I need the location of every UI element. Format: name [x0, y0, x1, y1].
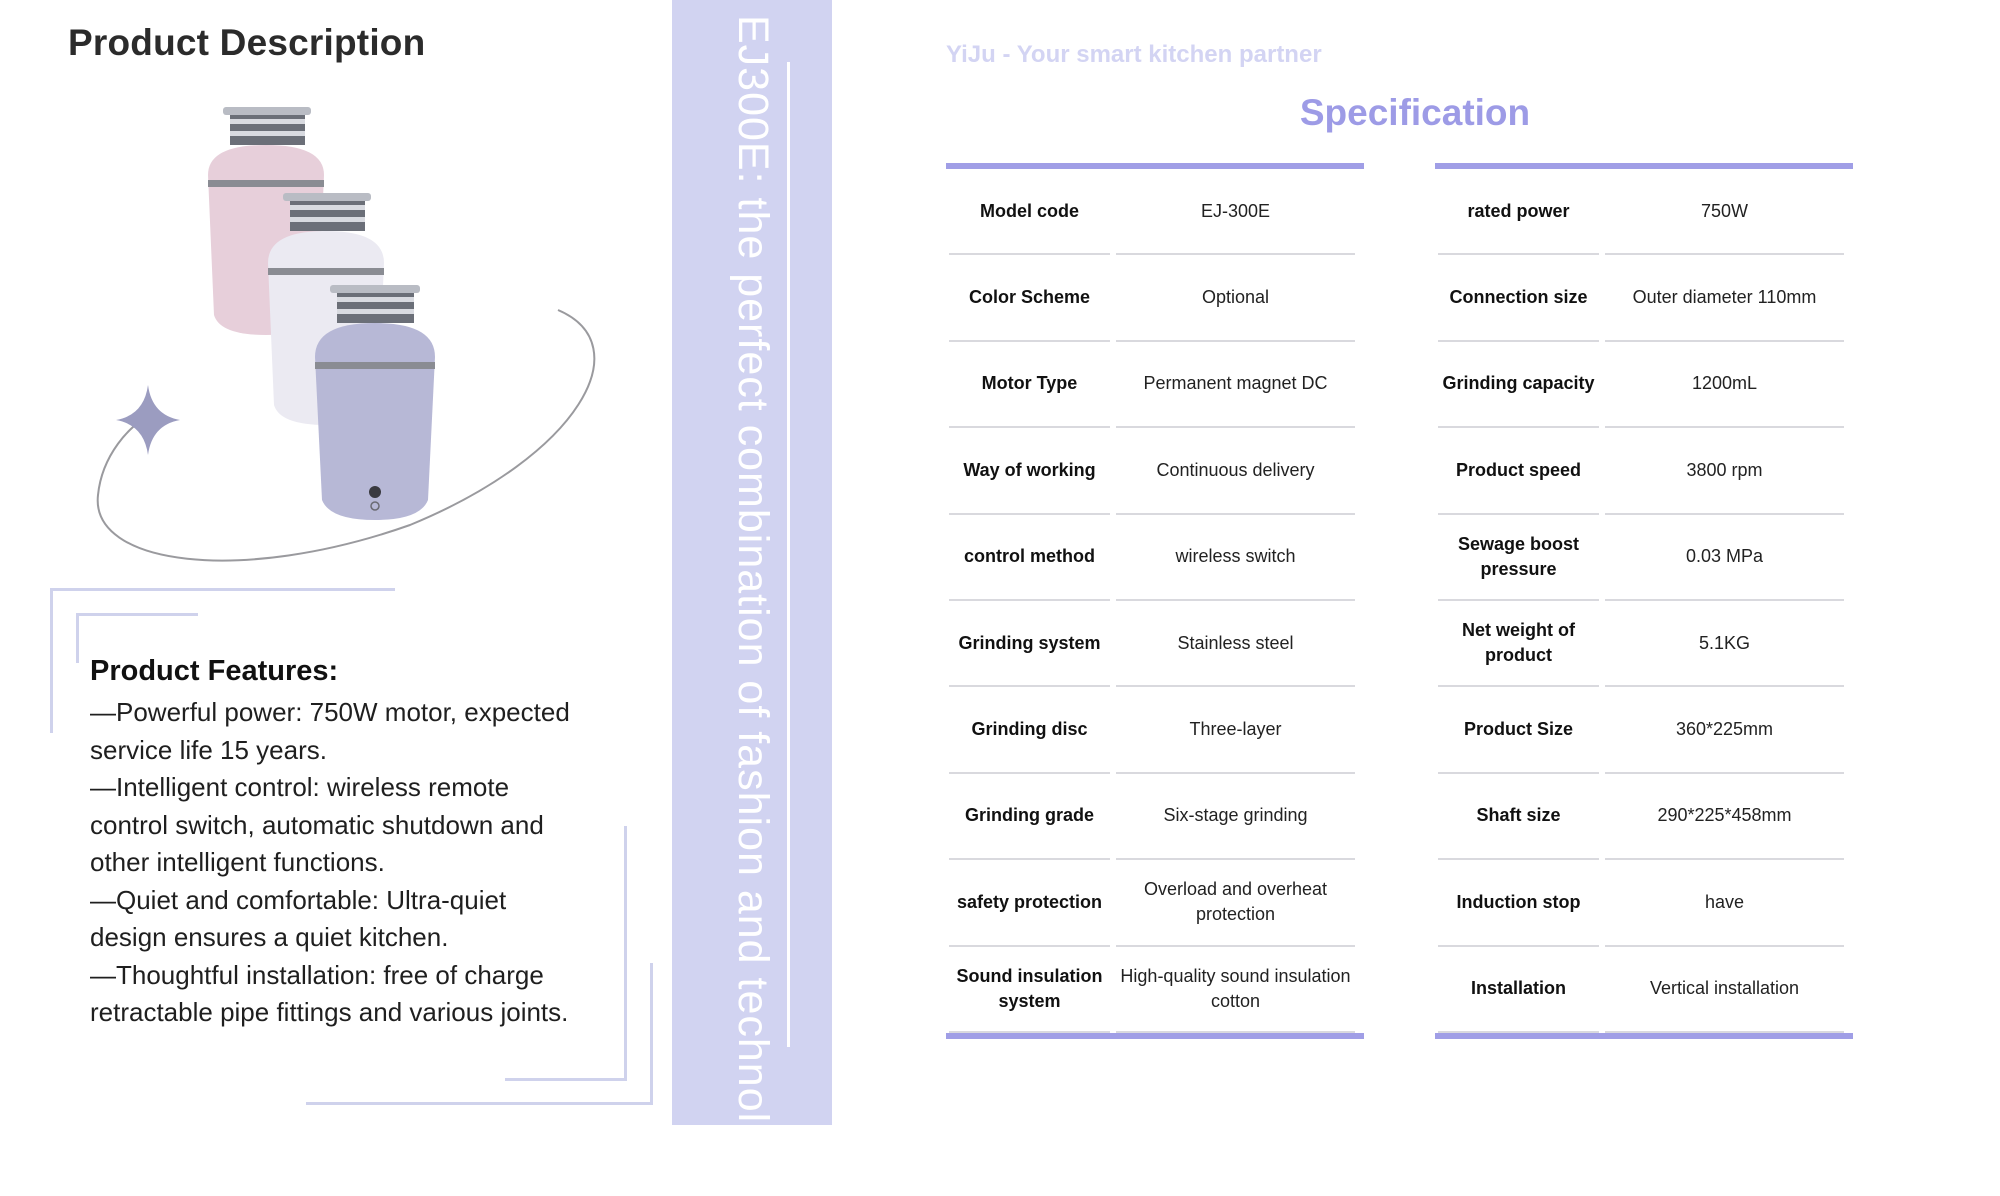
spec-label: Grinding capacity [1438, 342, 1599, 428]
spec-value: Overload and overheat protection [1116, 860, 1355, 946]
table-row [946, 515, 1364, 601]
features-heading: Product Features: [90, 655, 339, 687]
spec-label: Sewage boost pressure [1438, 515, 1599, 601]
table-row [1435, 515, 1853, 601]
brand-tagline: YiJu - Your smart kitchen partner [946, 41, 1322, 68]
spec-label: Grinding disc [949, 687, 1110, 773]
table-row [1435, 428, 1853, 514]
spec-value: Outer diameter 110mm [1605, 255, 1844, 341]
feature-line: design ensures a quiet kitchen. [90, 922, 449, 952]
spec-value: 3800 rpm [1605, 428, 1844, 514]
feature-line: —Quiet and comfortable: Ultra-quiet [90, 884, 507, 915]
spec-value: 0.03 MPa [1605, 515, 1844, 601]
spec-value: High-quality sound insulation cotton [1116, 947, 1355, 1033]
product-features [90, 655, 630, 1032]
spec-label: Net weight of product [1438, 601, 1599, 687]
spec-table-right [1435, 163, 1853, 1039]
table-row [946, 601, 1364, 687]
spec-label: Motor Type [949, 342, 1110, 428]
spec-value: 5.1KG [1605, 601, 1844, 687]
spec-label: Sound insulation system [949, 947, 1110, 1033]
product-image [80, 95, 680, 585]
spec-label: safety protection [949, 860, 1110, 946]
table-bottom-bar [946, 1033, 1364, 1039]
feature-line: retractable pipe fittings and various joints. [90, 997, 569, 1027]
frame-line [76, 613, 79, 663]
table-row [1435, 947, 1853, 1033]
band-divider-line [787, 62, 790, 1047]
spec-value: 750W [1605, 169, 1844, 255]
spec-label: Product Size [1438, 687, 1599, 773]
table-row [1435, 169, 1853, 255]
spec-value: 360*225mm [1605, 687, 1844, 773]
page-title: Product Description [68, 22, 426, 63]
spec-title: Specification [1299, 92, 1531, 133]
feature-line: other intelligent functions. [90, 847, 385, 877]
frame-line [76, 613, 198, 616]
feature-line: service life 15 years. [90, 734, 327, 765]
spec-label: Installation [1438, 947, 1599, 1033]
spec-value: Stainless steel [1116, 601, 1355, 687]
table-row [946, 687, 1364, 773]
spec-label: Grinding system [949, 601, 1110, 687]
spec-label: Product speed [1438, 428, 1599, 514]
table-row [946, 428, 1364, 514]
spec-value: Three-layer [1116, 687, 1355, 773]
sparkle-icon [116, 385, 180, 455]
feature-line: control switch, automatic shutdown and [90, 809, 544, 840]
frame-line [50, 588, 395, 591]
table-row [946, 169, 1364, 255]
frame-line [50, 588, 53, 733]
spec-label: rated power [1438, 169, 1599, 255]
feature-line: —Powerful power: 750W motor, expected [90, 697, 570, 727]
spec-label: Color Scheme [949, 255, 1110, 341]
spec-value: wireless switch [1116, 515, 1355, 601]
frame-line [650, 963, 653, 1105]
spec-value: Permanent magnet DC [1116, 342, 1355, 428]
table-bottom-bar [1435, 1033, 1853, 1039]
spec-value: EJ-300E [1116, 169, 1355, 255]
spec-label: Connection size [1438, 255, 1599, 341]
spec-label: Model code [949, 169, 1110, 255]
spec-value: 290*225*458mm [1605, 774, 1844, 860]
table-row [946, 255, 1364, 341]
spec-value: Continuous delivery [1116, 428, 1355, 514]
spec-label: control method [949, 515, 1110, 601]
table-row [1435, 687, 1853, 773]
feature-line: —Intelligent control: wireless remote [90, 772, 510, 802]
table-row [1435, 342, 1853, 428]
table-row [946, 342, 1364, 428]
feature-line: —Thoughtful installation: free of charge [90, 959, 544, 990]
table-row [946, 947, 1364, 1033]
spec-value: 1200mL [1605, 342, 1844, 428]
spec-value: have [1605, 860, 1844, 946]
table-row [1435, 860, 1853, 946]
spec-label: Induction stop [1438, 860, 1599, 946]
spec-label: Way of working [949, 428, 1110, 514]
table-row [1435, 255, 1853, 341]
frame-line [306, 1102, 653, 1105]
table-row [946, 774, 1364, 860]
spec-label: Grinding grade [949, 774, 1110, 860]
spec-table-left [946, 163, 1364, 1039]
table-row [946, 860, 1364, 946]
table-row [1435, 774, 1853, 860]
frame-line [505, 1078, 627, 1081]
band-slogan: EJ300E: the perfect combination of fashion and technology [729, 15, 777, 1196]
spec-label: Shaft size [1438, 774, 1599, 860]
spec-value: Six-stage grinding [1116, 774, 1355, 860]
spec-value: Vertical installation [1605, 947, 1844, 1033]
spec-value: Optional [1116, 255, 1355, 341]
table-row [1435, 601, 1853, 687]
